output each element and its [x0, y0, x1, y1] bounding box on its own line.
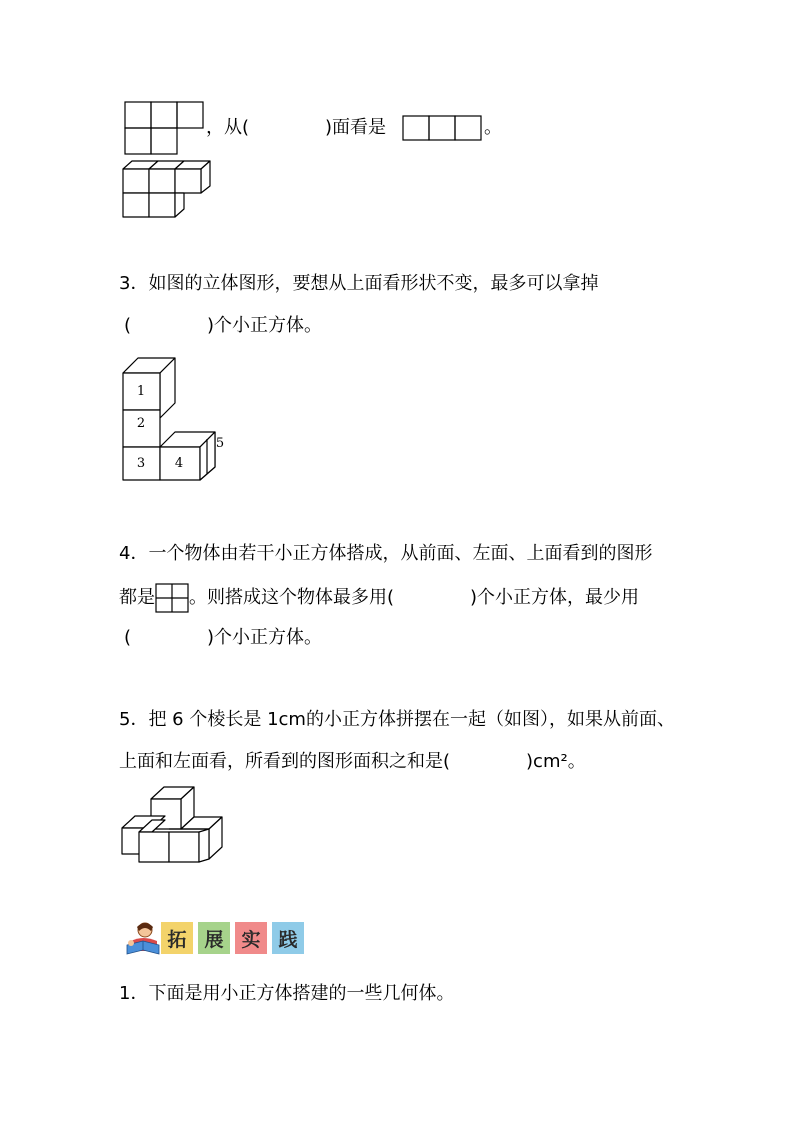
- q2-text-a: ，从(: [206, 117, 250, 138]
- q4-text-a: 都是: [119, 587, 155, 608]
- q5-text-b: )cm²。: [526, 751, 586, 772]
- reading-child-icon: [123, 921, 161, 955]
- ext-q1-text: 1．下面是用小正方体搭建的一些几何体。: [119, 983, 455, 1004]
- extension-banner: [123, 921, 309, 955]
- q4-close: )个小正方体。: [207, 627, 323, 648]
- row-view-grid: [402, 115, 482, 141]
- q5-text-a: 上面和左面看，所看到的图形面积之和是(: [119, 751, 451, 772]
- q4-text-c: )个小正方体，最少用: [470, 587, 640, 608]
- q3-label-2: 2: [136, 416, 146, 431]
- q4-line-2: [119, 583, 639, 613]
- q4-line-3: [124, 625, 322, 651]
- q3-label-4: 4: [174, 456, 184, 471]
- q3-label-1: 1: [136, 384, 146, 399]
- banner-tile-2: 展: [198, 922, 230, 954]
- q4-text-b: 。则搭成这个物体最多用(: [189, 587, 395, 608]
- q5-line-2: [119, 749, 586, 775]
- q2-answer-line: [206, 115, 386, 141]
- q5-cube-figure: [121, 786, 225, 864]
- banner-tile-3: 实: [235, 922, 267, 954]
- banner-tile-1: 拓: [161, 922, 193, 954]
- top-view-grid: [124, 101, 204, 155]
- q5-line-1: 5．把 6 个棱长是 1cm的小正方体拼摆在一起（如图），如果从前面、: [119, 709, 675, 730]
- q3-open: (: [124, 315, 132, 336]
- q3-label-5: 5: [215, 436, 225, 451]
- q2-cube-figure: [122, 160, 212, 220]
- q3-label-3: 3: [136, 456, 146, 471]
- q2-text-b: )面看是: [325, 117, 387, 138]
- q4-line-1: 4．一个物体由若干小正方体搭成，从前面、左面、上面看到的图形: [119, 543, 653, 564]
- q3-line-2: [124, 313, 322, 339]
- q4-open: (: [124, 627, 132, 648]
- q3-cube-figure: [122, 355, 230, 483]
- square-2x2-icon: [155, 583, 189, 613]
- q3-close: )个小正方体。: [207, 315, 323, 336]
- q3-line-1: 3．如图的立体图形，要想从上面看形状不变，最多可以拿掉: [119, 273, 599, 294]
- q2-period: 。: [484, 117, 502, 138]
- banner-tile-4: 践: [272, 922, 304, 954]
